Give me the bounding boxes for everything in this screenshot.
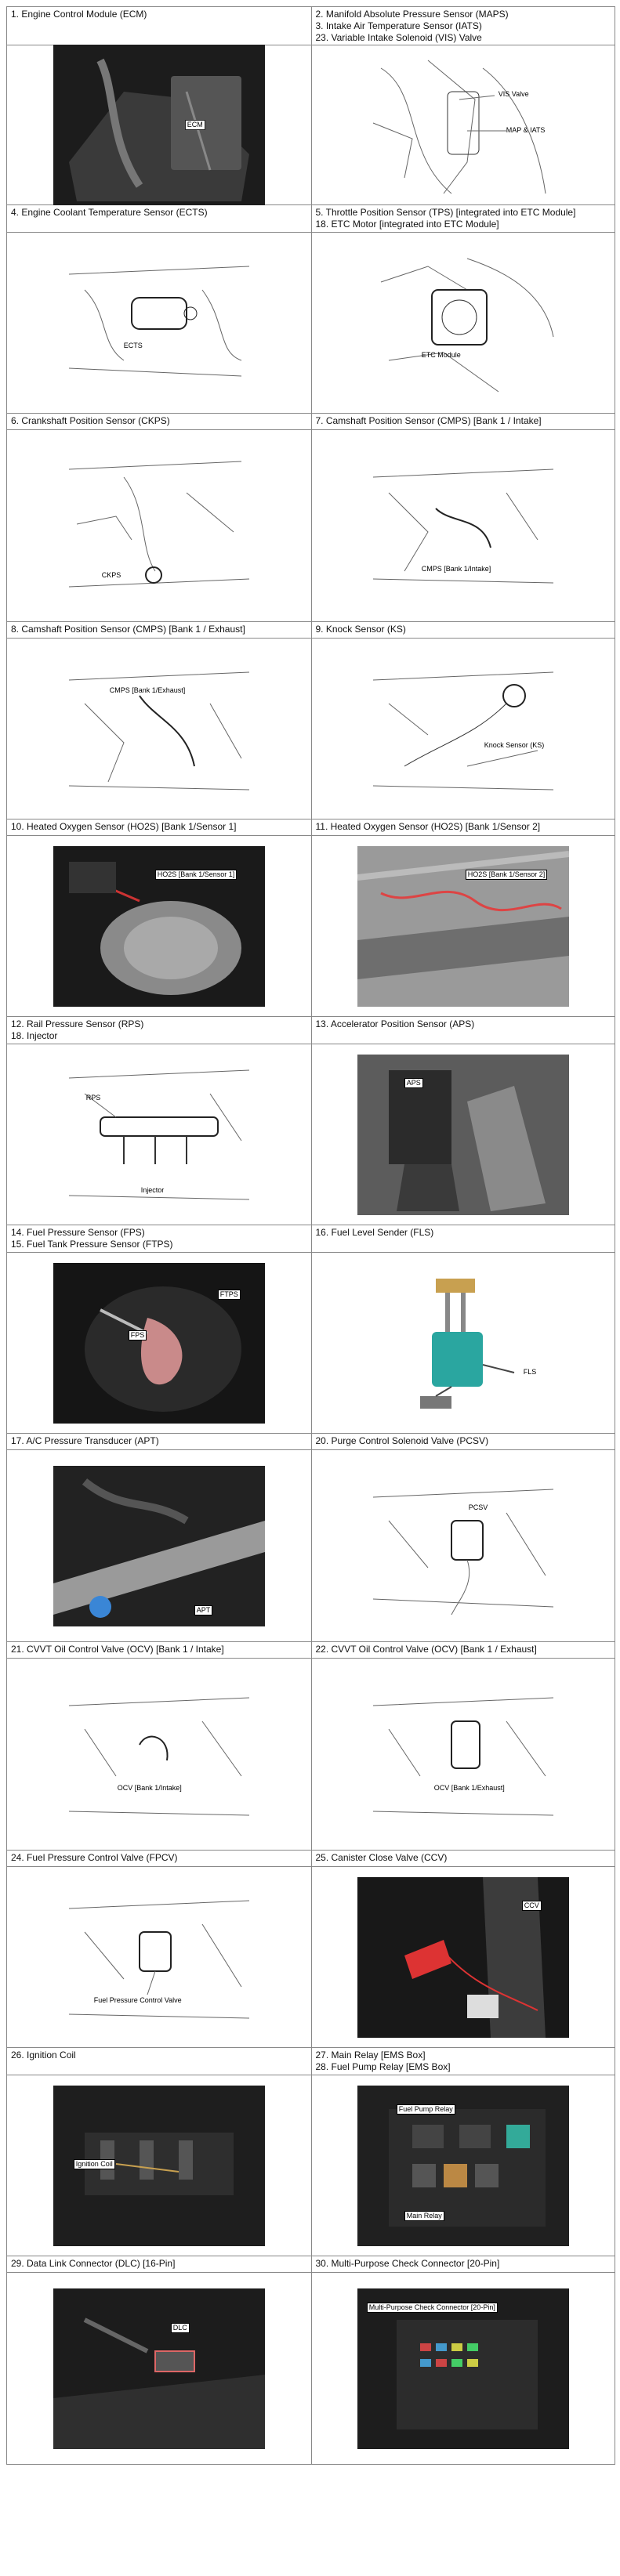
caption-line: 4. Engine Coolant Temperature Sensor (ECTS) [11, 207, 208, 218]
cell-caption [7, 2048, 311, 2075]
cell-caption [7, 2256, 311, 2273]
caption-line: 25. Canister Close Valve (CCV) [315, 1852, 448, 1863]
component-cell [7, 7, 311, 205]
caption-line: 18. ETC Motor [integrated into ETC Module] [315, 219, 499, 230]
ocv-exhaust-drawing [357, 1674, 569, 1835]
cell-caption [312, 819, 615, 836]
table-row [7, 414, 615, 622]
image-area [7, 2075, 311, 2256]
ignition-coil-callout: Ignition Coil [74, 2159, 115, 2169]
dlc-callout: DLC [171, 2323, 190, 2333]
injector-callout: Injector [140, 1185, 165, 1194]
component-cell [311, 1851, 615, 2048]
table-row [7, 1225, 615, 1434]
component-cell [311, 2048, 615, 2256]
ecm-photo [53, 45, 265, 205]
ckps-callout: CKPS [101, 570, 121, 579]
component-cell [311, 7, 615, 205]
cell-caption [7, 819, 311, 836]
table-row [7, 2256, 615, 2464]
caption-line: 6. Crankshaft Position Sensor (CKPS) [11, 415, 170, 426]
image-area [312, 1044, 615, 1225]
caption-line: 29. Data Link Connector (DLC) [16-Pin] [11, 2258, 176, 2269]
ems-box-relays-photo [357, 2086, 569, 2246]
ho2s-sensor2-callout: HO2S [Bank 1/Sensor 2] [466, 870, 548, 880]
caption-line: 7. Camshaft Position Sensor (CMPS) [Bank 1 / Intake] [315, 415, 542, 426]
ects-drawing [53, 243, 265, 403]
cell-caption [7, 1642, 311, 1659]
aps-photo [357, 1055, 569, 1215]
caption-line: 16. Fuel Level Sender (FLS) [315, 1227, 434, 1238]
ecm-callout: ECM [185, 120, 205, 130]
caption-line: 3. Intake Air Temperature Sensor (IATS) [315, 20, 482, 31]
caption-line: 13. Accelerator Position Sensor (APS) [315, 1018, 475, 1029]
cell-caption [312, 1225, 615, 1253]
caption-line: 24. Fuel Pressure Control Valve (FPCV) [11, 1852, 178, 1863]
component-cell [7, 1851, 311, 2048]
rps-callout: RPS [85, 1093, 101, 1102]
component-cell [7, 1017, 311, 1225]
cell-caption [7, 7, 311, 45]
caption-line: 14. Fuel Pressure Sensor (FPS) [11, 1227, 145, 1238]
cell-caption [312, 414, 615, 430]
component-cell [311, 414, 615, 622]
image-area [312, 2273, 615, 2464]
ccv-photo [357, 1877, 569, 2038]
table-row [7, 1851, 615, 2048]
vis-valve-callout: VIS Valve [498, 90, 529, 98]
caption-line: 8. Camshaft Position Sensor (CMPS) [Bank 1 / Exhaust] [11, 624, 245, 635]
component-cell [311, 205, 615, 414]
caption-line: 27. Main Relay [EMS Box] [315, 2050, 426, 2060]
component-cell [7, 414, 311, 622]
caption-line: 15. Fuel Tank Pressure Sensor (FTPS) [11, 1239, 173, 1250]
knock-sensor-callout: Knock Sensor (KS) [484, 740, 545, 749]
image-area [7, 1253, 311, 1434]
caption-line: 26. Ignition Coil [11, 2050, 76, 2060]
caption-line: 11. Heated Oxygen Sensor (HO2S) [Bank 1/Sensor 2] [315, 821, 541, 832]
caption-line: 20. Purge Control Solenoid Valve (PCSV) [315, 1435, 489, 1446]
mpcc-callout: Multi-Purpose Check Connector [20-Pin] [367, 2303, 498, 2313]
caption-line: 21. CVVT Oil Control Valve (OCV) [Bank 1 / Intake] [11, 1644, 224, 1655]
table-row [7, 819, 615, 1017]
rps-injector-drawing [53, 1055, 265, 1215]
fps-callout: FPS [129, 1330, 147, 1340]
cell-caption [7, 205, 311, 233]
component-cell [7, 1434, 311, 1642]
fpcv-callout: Fuel Pressure Control Valve [93, 1995, 182, 2004]
image-area [7, 2273, 311, 2464]
fps-ftps-photo [53, 1263, 265, 1424]
ho2s-sensor2-photo [357, 846, 569, 1007]
component-cell [311, 622, 615, 819]
ho2s-sensor1-callout: HO2S [Bank 1/Sensor 1] [155, 870, 237, 880]
fpcv-drawing [53, 1877, 265, 2038]
caption-line: 18. Injector [11, 1030, 58, 1041]
table-row [7, 1642, 615, 1851]
table-row [7, 622, 615, 819]
table-row [7, 2048, 615, 2256]
component-cell [7, 819, 311, 1017]
component-cell [7, 2048, 311, 2256]
caption-line: 30. Multi-Purpose Check Connector [20-Pin] [315, 2258, 500, 2269]
cell-caption [7, 1017, 311, 1044]
component-cell [311, 2256, 615, 2464]
table-row [7, 205, 615, 414]
image-area [7, 45, 311, 205]
image-area [7, 1450, 311, 1642]
etc-module-callout: ETC Module [421, 350, 461, 359]
ckps-drawing [53, 446, 265, 606]
fls-drawing [357, 1263, 569, 1424]
cmps-intake-drawing [357, 446, 569, 606]
aps-callout: APS [404, 1078, 423, 1088]
caption-line: 12. Rail Pressure Sensor (RPS) [11, 1018, 144, 1029]
ects-callout: ECTS [123, 341, 143, 349]
apt-callout: APT [194, 1605, 213, 1615]
caption-line: 5. Throttle Position Sensor (TPS) [integrated into ETC Module] [315, 207, 576, 218]
table-row [7, 1017, 615, 1225]
component-cell [311, 1225, 615, 1434]
component-cell [7, 622, 311, 819]
ocv-intake-callout: OCV [Bank 1/Intake] [117, 1783, 182, 1792]
caption-line: 9. Knock Sensor (KS) [315, 624, 406, 635]
caption-line: 2. Manifold Absolute Pressure Sensor (MAPS) [315, 9, 509, 20]
table-row [7, 1434, 615, 1642]
etc-drawing [357, 243, 569, 403]
image-area [7, 430, 311, 622]
cell-caption [312, 1017, 615, 1044]
component-cell [311, 1642, 615, 1851]
image-area [312, 836, 615, 1017]
caption-line: 1. Engine Control Module (ECM) [11, 9, 147, 20]
apt-photo [53, 1466, 265, 1626]
image-area [312, 1659, 615, 1851]
image-area [312, 1867, 615, 2048]
component-cell [7, 2256, 311, 2464]
ftps-callout: FTPS [218, 1290, 241, 1300]
image-area [7, 639, 311, 819]
cmps-exhaust-callout: CMPS [Bank 1/Exhaust] [109, 686, 186, 694]
ho2s-sensor1-photo [53, 846, 265, 1007]
cmps-intake-callout: CMPS [Bank 1/Intake] [421, 564, 491, 573]
image-area [7, 1867, 311, 2048]
cell-caption [312, 1642, 615, 1659]
cell-caption [7, 414, 311, 430]
cell-caption [312, 2256, 615, 2273]
image-area [312, 430, 615, 622]
ignition-coil-photo [53, 2086, 265, 2246]
component-location-table [6, 6, 615, 2465]
image-area [7, 233, 311, 414]
cell-caption [7, 622, 311, 639]
cell-caption [312, 1851, 615, 1867]
map-iats-callout: MAP & IATS [506, 126, 546, 134]
fls-callout: FLS [523, 1367, 537, 1376]
mpcc-photo [357, 2288, 569, 2449]
maps-drawing [357, 45, 569, 205]
cell-caption [312, 2048, 615, 2075]
image-area [7, 1044, 311, 1225]
image-area [7, 1659, 311, 1851]
image-area [312, 1450, 615, 1642]
caption-line: 28. Fuel Pump Relay [EMS Box] [315, 2061, 451, 2072]
cell-caption [7, 1225, 311, 1253]
caption-line: 23. Variable Intake Solenoid (VIS) Valve [315, 32, 482, 43]
cmps-exhaust-drawing [53, 649, 265, 809]
component-cell [311, 1017, 615, 1225]
cell-caption [312, 622, 615, 639]
main-relay-callout: Main Relay [404, 2211, 444, 2221]
component-cell [7, 1642, 311, 1851]
cell-caption [312, 205, 615, 233]
knock-sensor-drawing [357, 649, 569, 809]
ocv-intake-drawing [53, 1674, 265, 1835]
component-cell [311, 819, 615, 1017]
image-area [312, 2075, 615, 2256]
table-row [7, 7, 615, 205]
image-area [312, 233, 615, 414]
caption-line: 10. Heated Oxygen Sensor (HO2S) [Bank 1/Sensor 1] [11, 821, 237, 832]
fuel-pump-relay-callout: Fuel Pump Relay [397, 2104, 455, 2115]
component-cell [7, 1225, 311, 1434]
image-area [312, 45, 615, 205]
cell-caption [7, 1851, 311, 1867]
image-area [312, 639, 615, 819]
caption-line: 17. A/C Pressure Transducer (APT) [11, 1435, 159, 1446]
pcsv-callout: PCSV [468, 1503, 488, 1511]
cell-caption [312, 1434, 615, 1450]
caption-line: 22. CVVT Oil Control Valve (OCV) [Bank 1 / Exhaust] [315, 1644, 537, 1655]
cell-caption [312, 7, 615, 45]
component-cell [7, 205, 311, 414]
pcsv-drawing [357, 1466, 569, 1626]
image-area [312, 1253, 615, 1434]
ccv-callout: CCV [522, 1901, 542, 1911]
ocv-exhaust-callout: OCV [Bank 1/Exhaust] [433, 1783, 505, 1792]
cell-caption [7, 1434, 311, 1450]
component-cell [311, 1434, 615, 1642]
image-area [7, 836, 311, 1017]
dlc-photo [53, 2288, 265, 2449]
